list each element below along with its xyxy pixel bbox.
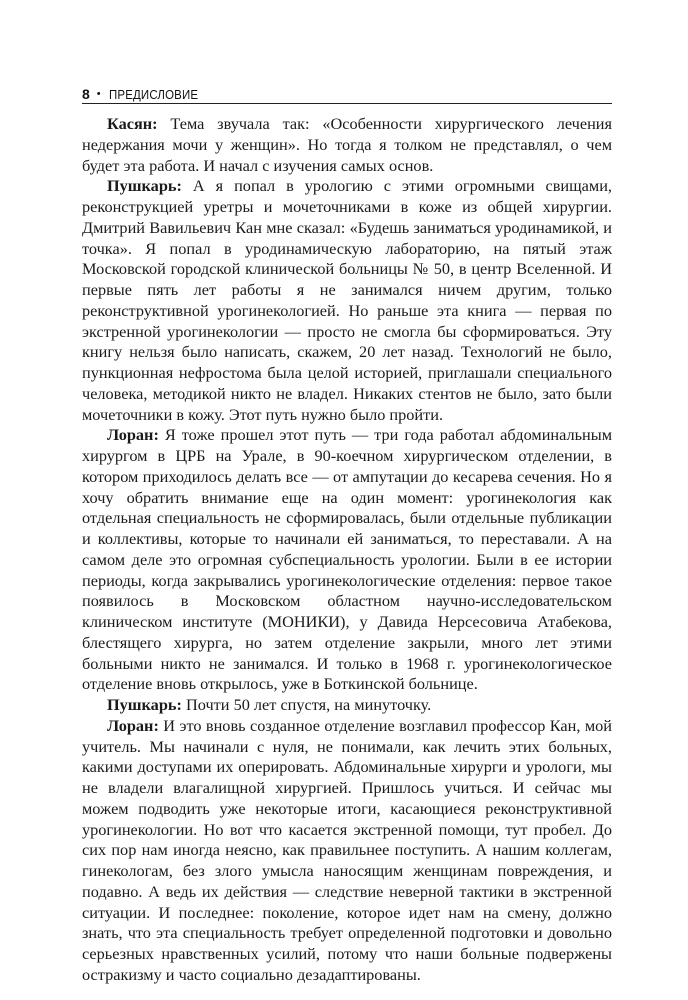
running-head [82,85,612,103]
paragraph-text: Почти 50 лет спустя, на минуточку. [186,695,432,714]
body-text [82,114,612,986]
header-rule [82,103,612,104]
section-title: ПРЕДИСЛОВИЕ [108,86,198,102]
paragraph-kasyan [82,114,612,176]
page-number: 8 [82,86,90,102]
paragraph-loran-2 [82,716,612,986]
speaker-label: Пушкарь: [107,176,182,196]
paragraph-text: Тема звучала так: «Особенности хирургического лечения недержания мочи у женщин». Но тогда я толком не представлял, о чем будет эта работа. И начал с изучения самых основ. [82,114,612,175]
paragraph-text: А я попал в урологию с этими огромными свищами, реконструкцией уретры и мочеточниками в коже из общей хирургии. Дмитрий Вавильевич Кан мне сказал: «Будешь заниматься уродинамикой, и точка». Я попал в уродинамическую лабораторию, на пятый этаж Московской городской клинической больницы № 50, в центр Вселенной. И первые пять лет работы я не занимался ничем другим, только реконструктивной урогинекологией. Но раньше эта книга — первая по экстренной урогинекологии — просто не смогла бы сформироваться. Эту книгу нельзя было написать, скажем, 20 лет назад. Технологий не было, пункционная нефростома была целой историей, приглашали специального человека, методикой никто не владел. Никаких стентов не было, зато были мочеточники в кожу. Этот путь нужно было пройти. [82,176,612,424]
speaker-label: Пушкарь: [107,695,182,714]
speaker-label: Касян: [107,114,158,133]
paragraph-text: И это вновь созданное отделение возглавил профессор Кан, мой учитель. Мы начинали с нуля, не понимали, как лечить этих больных, какими доступами их оперировать. Абдоминальные хирурги и урологи, мы не владели влагалищной хирургией. Пришлось учиться. И сейчас мы можем подводить уже некоторые итоги, касающиеся реконструктивной урогинекологии. Но вот что касается экстренной помощи, тут пробел. До сих пор нам иногда неясно, как правильнее поступить. А нашим коллегам, гинекологам, без злого умысла наносящим женщинам повреждения, и подавно. А ведь их действия — следствие неверной тактики в экстренной ситуации. И последнее: поколение, которое идет нам на смену, должно знать, что эта специальность требует определенной подготовки и довольно серьезных нравственных усилий, потому что наши больные подвержены остракизму и часто социально дезадаптированы. [82,715,612,984]
paragraph-loran [82,425,612,695]
paragraph-text: Я тоже прошел этот путь — три года работал абдоминальным хирургом в ЦРБ на Урале, в 90-коечном хирургическом отделении, в котором приходилось делать все — от ампутации до кесарева сечения. Но я хочу обратить внимание еще на один момент: урогинекология как отдельная специальность не сформировалась, были отдельные публикации и коллективы, которые то начинали ей заниматься, то переставали. А на самом деле это огромная субспециальность урологии. Были в ее истории периоды, когда закрывались урогинекологические отделения: первое такое появилось в Московском областном научно-исследовательском клиническом институте (МОНИКИ), у Давида Нерсесовича Атабекова, блестящего хирурга, но затем отделение закрыли, много лет этими больными никто не занимался. И только в 1968 г. урогинекологическое отделение вновь открылось, уже в Боткинской больнице. [82,425,613,694]
speaker-label: Лоран: [107,715,159,735]
bullet-separator: • [96,88,101,100]
speaker-label: Лоран: [107,425,159,445]
paragraph-pushkar [82,176,612,425]
paragraph-pushkar-2 [82,695,612,716]
